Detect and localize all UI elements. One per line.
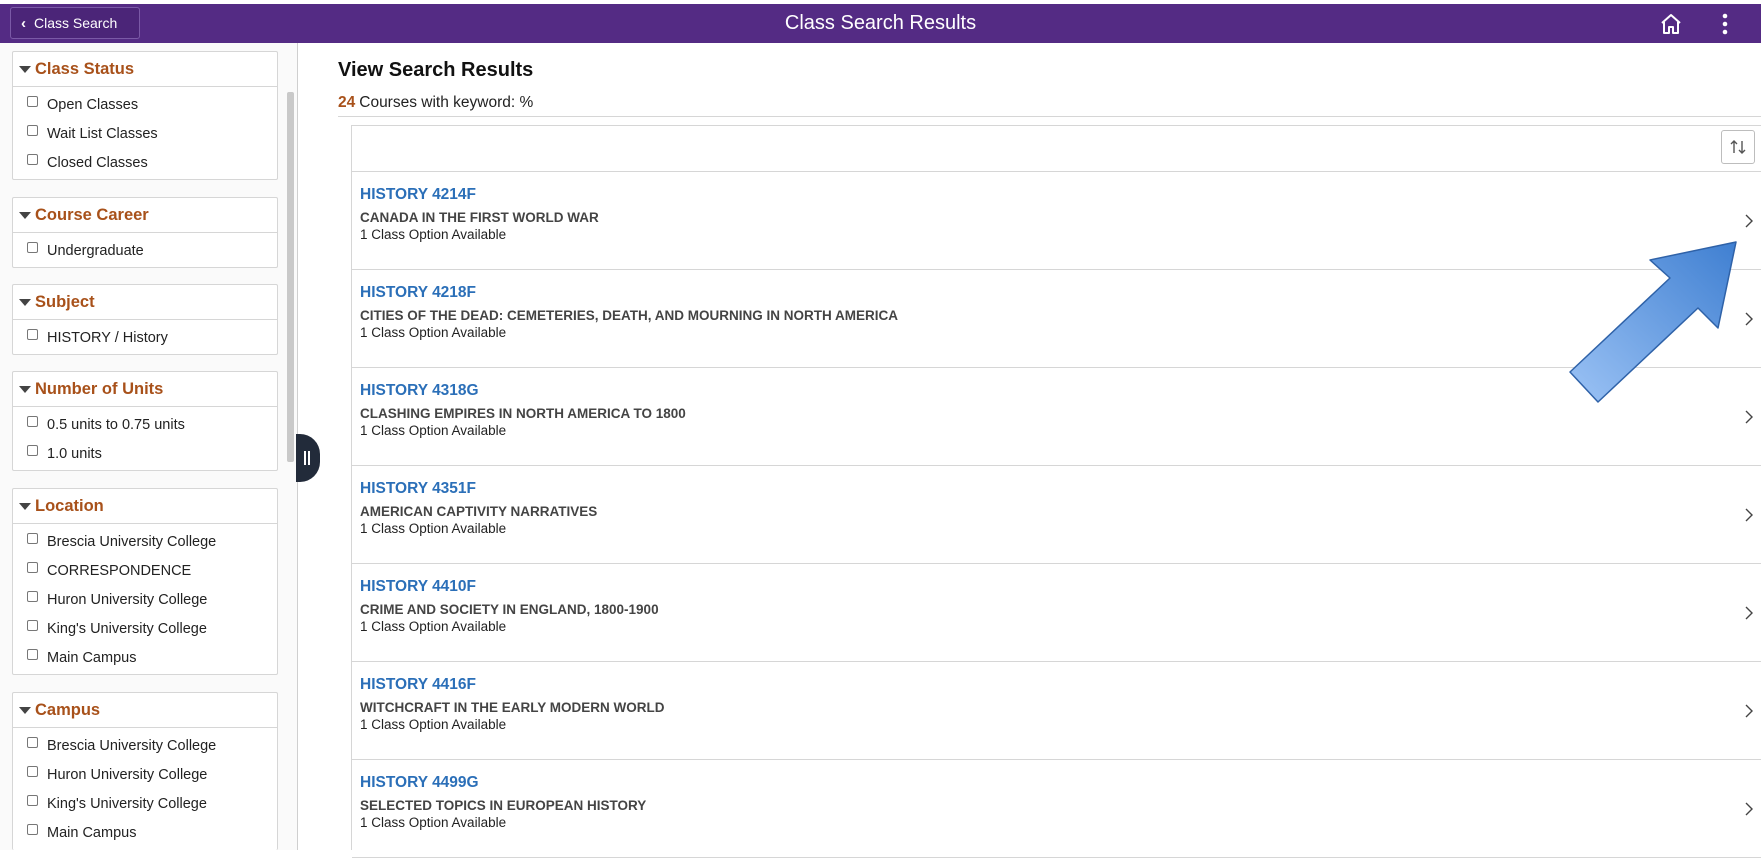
option-label: Closed Classes [47, 154, 148, 171]
filter-option[interactable] [13, 236, 277, 265]
course-availability: 1 Class Option Available [360, 815, 507, 830]
facet-location-header[interactable] [13, 489, 277, 524]
course-results-list [351, 125, 1761, 850]
checkbox[interactable] [27, 445, 38, 456]
home-icon[interactable] [1659, 12, 1683, 36]
course-code-link[interactable]: HISTORY 4318G [360, 382, 479, 399]
option-label: Undergraduate [47, 242, 144, 259]
option-label: 0.5 units to 0.75 units [47, 416, 185, 433]
course-row[interactable] [352, 662, 1761, 760]
checkbox[interactable] [27, 242, 38, 253]
result-count-number: 24 [338, 94, 356, 111]
filter-option[interactable] [13, 789, 277, 818]
filter-option[interactable] [13, 323, 277, 352]
course-row[interactable] [352, 466, 1761, 564]
option-label: King's University College [47, 795, 207, 812]
caret-down-icon [19, 386, 31, 393]
facet-title: Subject [35, 292, 95, 311]
course-availability: 1 Class Option Available [360, 227, 507, 242]
chevron-right-icon[interactable] [1744, 311, 1754, 327]
chevron-right-icon[interactable] [1744, 605, 1754, 621]
checkbox[interactable] [27, 125, 38, 136]
filter-sidebar [0, 43, 298, 850]
course-row[interactable] [352, 368, 1761, 466]
course-row[interactable] [352, 172, 1761, 270]
option-label: Main Campus [47, 649, 137, 666]
facet-title: Campus [35, 700, 101, 719]
filter-option[interactable] [13, 556, 277, 585]
filter-option[interactable] [13, 148, 277, 177]
course-row[interactable] [352, 760, 1761, 858]
option-label: Brescia University College [47, 737, 217, 754]
page-title: Class Search Results [784, 12, 977, 34]
back-to-class-search-button[interactable] [10, 7, 140, 39]
caret-down-icon [19, 212, 31, 219]
checkbox[interactable] [27, 96, 38, 107]
checkbox[interactable] [27, 649, 38, 660]
facet-class-status-header[interactable] [13, 52, 277, 87]
checkbox[interactable] [27, 766, 38, 777]
option-label: Main Campus [47, 824, 137, 841]
option-label: HISTORY / History [47, 329, 168, 346]
course-title: CITIES OF THE DEAD: CEMETERIES, DEATH, AND MOURNING IN NORTH AMERICA [360, 308, 899, 323]
option-label: Brescia University College [47, 533, 217, 550]
back-button-label: Class Search [34, 15, 118, 31]
caret-down-icon [19, 66, 31, 73]
course-availability: 1 Class Option Available [360, 423, 507, 438]
filter-option[interactable] [13, 614, 277, 643]
facet-subject-header[interactable] [13, 285, 277, 320]
caret-down-icon [19, 299, 31, 306]
facet-title: Number of Units [35, 379, 164, 398]
option-label: Wait List Classes [47, 125, 158, 142]
sort-button[interactable] [1721, 130, 1755, 164]
facet-subject [12, 284, 278, 355]
facet-title: Location [35, 496, 104, 515]
more-vertical-icon[interactable] [1717, 12, 1733, 36]
option-label: Huron University College [47, 766, 208, 783]
course-title: CRIME AND SOCIETY IN ENGLAND, 1800-1900 [360, 602, 659, 617]
facet-campus [12, 692, 278, 850]
course-code-link[interactable]: HISTORY 4410F [360, 578, 477, 595]
filter-option[interactable] [13, 410, 277, 439]
chevron-right-icon[interactable] [1744, 703, 1754, 719]
checkbox[interactable] [27, 591, 38, 602]
caret-down-icon [19, 707, 31, 714]
facet-location [12, 488, 278, 675]
course-title: CLASHING EMPIRES IN NORTH AMERICA TO 1800 [360, 406, 686, 421]
result-count-text: Courses with keyword: % [359, 94, 534, 111]
facet-number-of-units [12, 371, 278, 471]
checkbox[interactable] [27, 562, 38, 573]
sort-icon [1729, 138, 1747, 156]
course-title: SELECTED TOPICS IN EUROPEAN HISTORY [360, 798, 647, 813]
course-row[interactable] [352, 564, 1761, 662]
course-code-link[interactable]: HISTORY 4214F [360, 186, 477, 203]
filter-option[interactable] [13, 90, 277, 119]
filter-option[interactable] [13, 527, 277, 556]
option-label: Huron University College [47, 591, 208, 608]
course-availability: 1 Class Option Available [360, 619, 507, 634]
course-availability: 1 Class Option Available [360, 717, 507, 732]
chevron-right-icon[interactable] [1744, 213, 1754, 229]
course-title: AMERICAN CAPTIVITY NARRATIVES [360, 504, 598, 519]
filter-option[interactable] [13, 585, 277, 614]
caret-down-icon [19, 503, 31, 510]
course-availability: 1 Class Option Available [360, 325, 507, 340]
facet-title: Class Status [35, 59, 135, 78]
filter-option[interactable] [13, 439, 277, 468]
sidebar-scrollbar[interactable] [287, 92, 294, 462]
facet-title: Course Career [35, 205, 149, 224]
checkbox[interactable] [27, 795, 38, 806]
course-row[interactable] [352, 270, 1761, 368]
facet-campus-header[interactable] [13, 693, 277, 728]
facet-units-header[interactable] [13, 372, 277, 407]
chevron-left-icon: ‹ [21, 14, 26, 32]
chevron-right-icon[interactable] [1744, 409, 1754, 425]
filter-option[interactable] [13, 643, 277, 672]
collapse-handle-icon[interactable] [296, 434, 320, 482]
checkbox[interactable] [27, 533, 38, 544]
course-title: CANADA IN THE FIRST WORLD WAR [360, 210, 599, 225]
divider [338, 116, 1761, 117]
checkbox[interactable] [27, 416, 38, 427]
checkbox[interactable] [27, 737, 38, 748]
course-code-link[interactable]: HISTORY 4416F [360, 676, 477, 693]
chevron-right-icon[interactable] [1744, 507, 1754, 523]
checkbox[interactable] [27, 620, 38, 631]
chevron-right-icon[interactable] [1744, 801, 1754, 817]
checkbox[interactable] [27, 329, 38, 340]
filter-option[interactable] [13, 731, 277, 760]
list-toolbar [352, 126, 1761, 172]
filter-option[interactable] [13, 818, 277, 847]
facet-course-career-header[interactable] [13, 198, 277, 233]
course-code-link[interactable]: HISTORY 4351F [360, 480, 477, 497]
course-availability: 1 Class Option Available [360, 521, 507, 536]
course-title: WITCHCRAFT IN THE EARLY MODERN WORLD [360, 700, 665, 715]
option-label: King's University College [47, 620, 207, 637]
filter-option[interactable] [13, 760, 277, 789]
checkbox[interactable] [27, 824, 38, 835]
filter-option[interactable] [13, 119, 277, 148]
app-header [0, 4, 1761, 43]
facet-class-status [12, 51, 278, 180]
results-count [338, 94, 533, 112]
option-label: CORRESPONDENCE [47, 562, 192, 579]
course-code-link[interactable]: HISTORY 4499G [360, 774, 479, 791]
results-heading: View Search Results [338, 59, 534, 81]
facet-course-career [12, 197, 278, 268]
option-label: Open Classes [47, 96, 139, 113]
checkbox[interactable] [27, 154, 38, 165]
course-code-link[interactable]: HISTORY 4218F [360, 284, 477, 301]
option-label: 1.0 units [47, 445, 102, 462]
